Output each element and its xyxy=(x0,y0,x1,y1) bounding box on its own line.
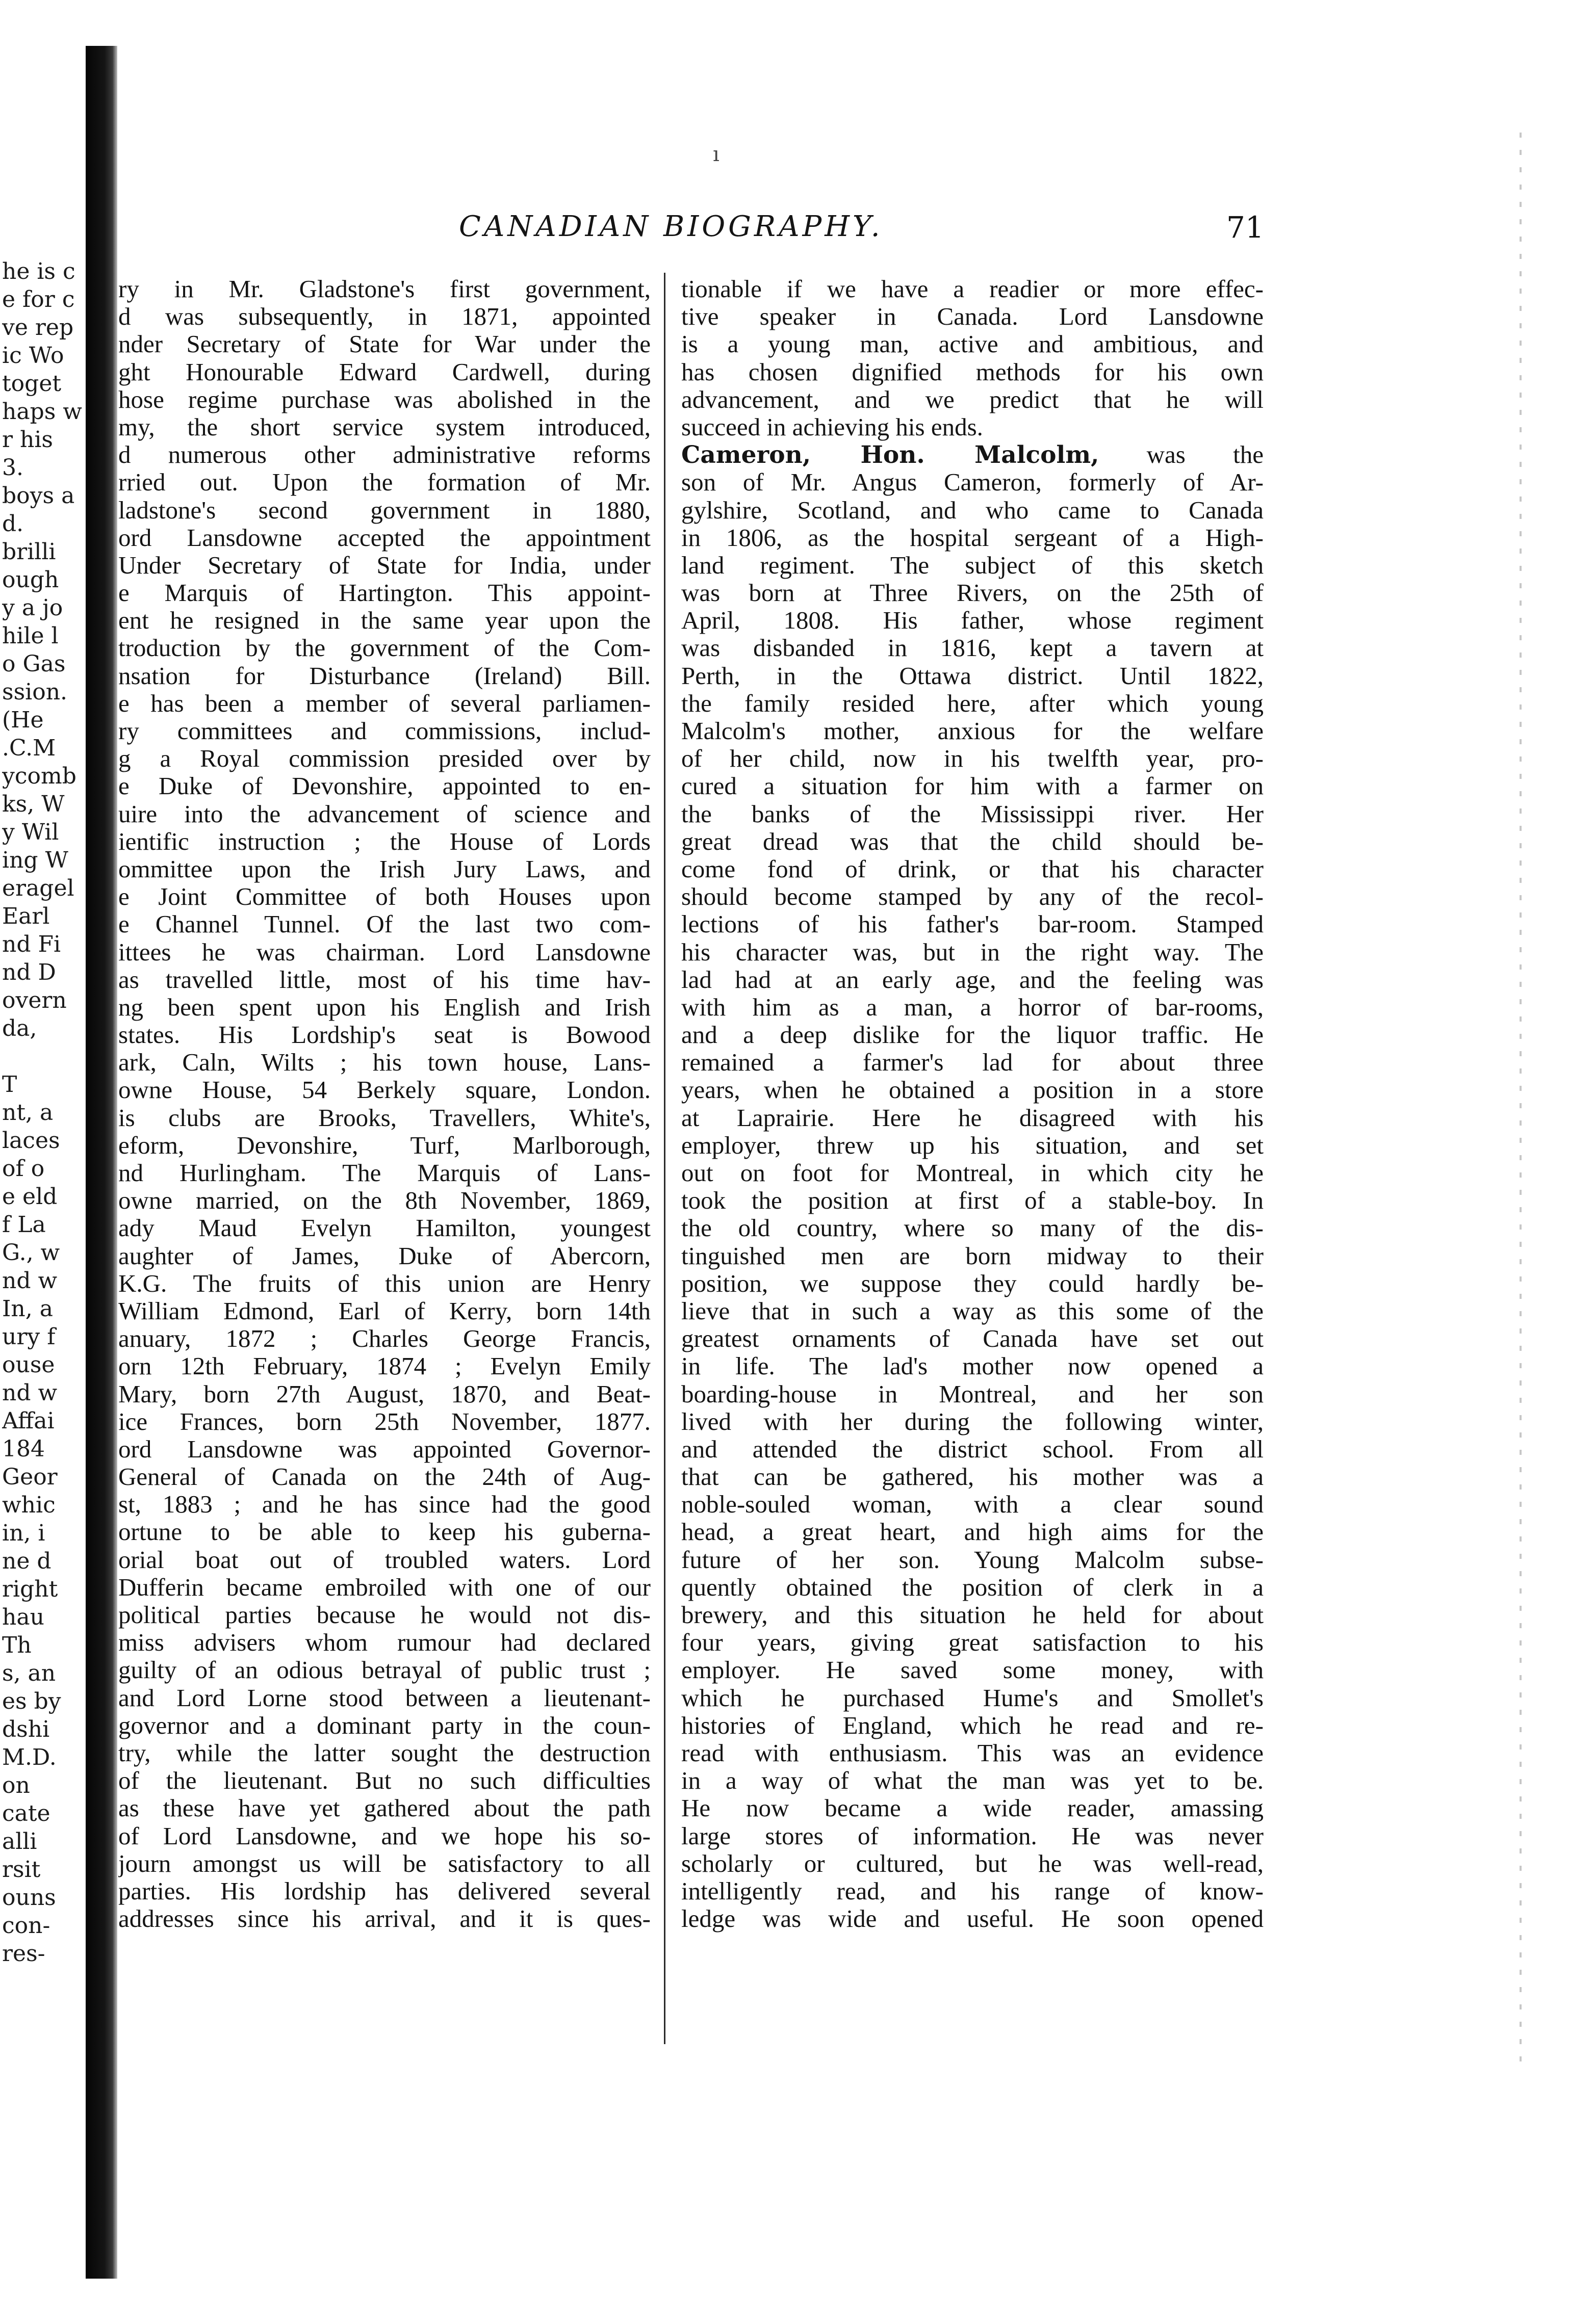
text-line: lieve that in such a way as this some of the xyxy=(681,1297,1264,1325)
text-line: ommittee upon the Irish Jury Laws, and xyxy=(118,855,651,883)
text-line: ledge was wide and useful. He soon opened xyxy=(681,1905,1264,1933)
fragment-line: eragel xyxy=(2,875,74,901)
text-line: tionable if we have a readier or more effec- xyxy=(681,275,1264,303)
text-line: employer, threw up his situation, and set xyxy=(681,1131,1264,1159)
fragment-line: boys a xyxy=(2,483,75,509)
fragment-line: ycomb xyxy=(2,763,76,789)
text-line: in 1806, as the hospital sergeant of a High- xyxy=(681,524,1264,552)
text-line: troduction by the government of the Com- xyxy=(118,634,651,662)
text-line: ladstone's second government in 1880, xyxy=(118,496,651,524)
text-line: orn 12th February, 1874 ; Evelyn Emily xyxy=(118,1352,651,1380)
text-line: took the position at first of a stable-boy. In xyxy=(681,1187,1264,1215)
text-line: ng been spent upon his English and Irish xyxy=(118,993,651,1021)
fragment-line: In, a xyxy=(2,1296,53,1322)
fragment-line: ough xyxy=(2,567,59,593)
fragment-line: e for c xyxy=(2,286,75,312)
fragment-line: Affai xyxy=(2,1408,55,1434)
text-line: guilty of an odious betrayal of public trust ; xyxy=(118,1656,651,1684)
fragment-line: ouns xyxy=(2,1885,56,1911)
text-line: four years, giving great satisfaction to his xyxy=(681,1629,1264,1657)
fragment-line: ic Wo xyxy=(2,343,64,369)
fragment-line: 184 xyxy=(2,1436,45,1462)
text-line: was disbanded in 1816, kept a tavern at xyxy=(681,634,1264,662)
text-line: future of her son. Young Malcolm subse- xyxy=(681,1546,1264,1574)
text-line: ent he resigned in the same year upon the xyxy=(118,607,651,635)
facing-page-fragments xyxy=(2,257,87,1968)
text-line: ittees he was chairman. Lord Lansdowne xyxy=(118,938,651,966)
fragment-line: hau xyxy=(2,1604,44,1630)
fragment-line: ouse xyxy=(2,1352,55,1378)
text-line: greatest ornaments of Canada have set out xyxy=(681,1325,1264,1353)
fragment-line: ury f xyxy=(2,1324,56,1350)
text-line: quently obtained the position of clerk in a xyxy=(681,1573,1264,1601)
entry-heading-continuation: was the xyxy=(1099,441,1264,469)
fragment-line: es by xyxy=(2,1688,61,1714)
fragment-line: f La xyxy=(2,1212,46,1238)
fragment-line: dshi xyxy=(2,1716,50,1742)
text-line: e Marquis of Hartington. This appoint- xyxy=(118,579,651,607)
entry-heading: Cameron, Hon. Malcolm, xyxy=(681,441,1099,469)
text-line: e Joint Committee of both Houses upon xyxy=(118,883,651,911)
text-line: out on foot for Montreal, in which city he xyxy=(681,1159,1264,1187)
fragment-line: cate xyxy=(2,1800,50,1826)
fragment-line: Geor xyxy=(2,1464,58,1490)
text-line: at Laprairie. Here he disagreed with his xyxy=(681,1104,1264,1132)
text-line: land regiment. The subject of this sketch xyxy=(681,551,1264,579)
text-line: as travelled little, most of his time hav- xyxy=(118,965,651,994)
text-line: advancement, and we predict that he will xyxy=(681,385,1264,413)
text-line: eform, Devonshire, Turf, Marlborough, xyxy=(118,1131,651,1159)
fragment-line: 3. xyxy=(2,455,23,481)
page-edge-rule xyxy=(1520,133,1522,2070)
fragment-line: s, an xyxy=(2,1660,56,1686)
text-line: parties. His lordship has delivered several xyxy=(118,1877,651,1905)
fragment-line: ing W xyxy=(2,847,68,873)
fragment-line: G., w xyxy=(2,1240,60,1266)
fragment-line: M.D. xyxy=(2,1744,57,1770)
text-line: nder Secretary of State for War under the xyxy=(118,330,651,358)
text-line: Malcolm's mother, anxious for the welfare xyxy=(681,717,1264,745)
fragment-line: y a jo xyxy=(2,595,63,621)
fragment-line: da, xyxy=(2,1015,37,1041)
column-divider xyxy=(664,273,665,2044)
left-text-column xyxy=(118,275,651,1933)
text-line: cured a situation for him with a farmer on xyxy=(681,772,1264,800)
text-line: lived with her during the following winter, xyxy=(681,1407,1264,1435)
text-line: uire into the advancement of science and xyxy=(118,800,651,828)
text-line: political parties because he would not dis- xyxy=(118,1601,651,1629)
fragment-line: ssion. xyxy=(2,679,68,705)
text-line: great dread was that the child should be- xyxy=(681,827,1264,855)
text-line: years, when he obtained a position in a store xyxy=(681,1076,1264,1104)
text-line: e Channel Tunnel. Of the last two com- xyxy=(118,910,651,938)
text-line: aughter of James, Duke of Abercorn, xyxy=(118,1242,651,1270)
fragment-line: alli xyxy=(2,1829,37,1855)
text-line: is clubs are Brooks, Travellers, White's, xyxy=(118,1104,651,1132)
fragment-line: nd Fi xyxy=(2,931,61,957)
text-line: in a way of what the man was yet to be. xyxy=(681,1767,1264,1795)
text-line: is a young man, active and ambitious, and xyxy=(681,330,1264,358)
text-line: and Lord Lorne stood between a lieutenant- xyxy=(118,1684,651,1712)
fragment-line: Earl xyxy=(2,903,50,929)
text-line: brewery, and this situation he held for about xyxy=(681,1601,1264,1629)
text-line: ady Maud Evelyn Hamilton, youngest xyxy=(118,1214,651,1242)
text-line: boarding-house in Montreal, and her son xyxy=(681,1380,1264,1408)
text-line: the banks of the Mississippi river. Her xyxy=(681,800,1264,828)
text-line: that can be gathered, his mother was a xyxy=(681,1463,1264,1491)
text-line: nd Hurlingham. The Marquis of Lans- xyxy=(118,1159,651,1187)
text-line: owne House, 54 Berkely square, London. xyxy=(118,1076,651,1104)
text-line: the old country, where so many of the dis- xyxy=(681,1214,1264,1242)
text-line: histories of England, which he read and re- xyxy=(681,1711,1264,1739)
text-line: General of Canada on the 24th of Aug- xyxy=(118,1463,651,1491)
fragment-line: (He xyxy=(2,707,44,733)
fragment-line: con- xyxy=(2,1913,50,1939)
page-number: 71 xyxy=(1226,210,1264,245)
text-line: of the lieutenant. But no such difficulties xyxy=(118,1767,651,1795)
fragment-line: right xyxy=(2,1576,58,1602)
fragment-line: nd D xyxy=(2,959,56,985)
text-line: ice Frances, born 25th November, 1877. xyxy=(118,1407,651,1435)
fragment-line: brilli xyxy=(2,539,56,565)
fragment-line: ne d xyxy=(2,1548,52,1574)
text-line: ry in Mr. Gladstone's first government, xyxy=(118,275,651,303)
text-line: April, 1808. His father, whose regiment xyxy=(681,607,1264,635)
text-line: rried out. Upon the formation of Mr. xyxy=(118,468,651,497)
fragment-line: laces xyxy=(2,1128,60,1154)
fragment-line: on xyxy=(2,1772,30,1798)
text-line: position, we suppose they could hardly be- xyxy=(681,1269,1264,1297)
fragment-line: nd w xyxy=(2,1268,58,1294)
text-line: e Duke of Devonshire, appointed to en- xyxy=(118,772,651,800)
text-line: my, the short service system introduced, xyxy=(118,413,651,441)
text-line: remained a farmer's lad for about three xyxy=(681,1049,1264,1077)
fragment-line: ks, W xyxy=(2,791,65,817)
fragment-line: nt, a xyxy=(2,1100,54,1126)
text-line: his character was, but in the right way. The xyxy=(681,938,1264,966)
text-line: was born at Three Rivers, on the 25th of xyxy=(681,579,1264,607)
text-line: d numerous other administrative reforms xyxy=(118,441,651,469)
fragment-line: r his xyxy=(2,427,54,453)
text-line: should become stamped by any of the recol- xyxy=(681,883,1264,911)
running-head: CANADIAN BIOGRAPHY. xyxy=(459,210,883,243)
right-text-column xyxy=(681,275,1264,1933)
text-line: K.G. The fruits of this union are Henry xyxy=(118,1269,651,1297)
text-line: come fond of drink, or that his character xyxy=(681,855,1264,883)
text-line: nsation for Disturbance (Ireland) Bill. xyxy=(118,662,651,690)
text-line: employer. He saved some money, with xyxy=(681,1656,1264,1684)
text-line: Perth, in the Ottawa district. Until 1822, xyxy=(681,662,1264,690)
text-line: Dufferin became embroiled with one of our xyxy=(118,1573,651,1601)
fragment-line: in, i xyxy=(2,1520,45,1546)
text-line: noble-souled woman, with a clear sound xyxy=(681,1491,1264,1519)
text-line: tinguished men are born midway to their xyxy=(681,1242,1264,1270)
text-line: states. His Lordship's seat is Bowood xyxy=(118,1021,651,1049)
text-line: anuary, 1872 ; Charles George Francis, xyxy=(118,1325,651,1353)
text-line: ry committees and commissions, includ- xyxy=(118,717,651,745)
fragment-line: ve rep xyxy=(2,315,74,341)
fragment-line: toget xyxy=(2,371,62,397)
fragment-line: rsit xyxy=(2,1857,41,1883)
text-line: miss advisers whom rumour had declared xyxy=(118,1629,651,1657)
text-line: large stores of information. He was never xyxy=(681,1822,1264,1850)
text-line: tive speaker in Canada. Lord Lansdowne xyxy=(681,303,1264,331)
text-line: try, while the latter sought the destruction xyxy=(118,1739,651,1767)
entry-heading-line xyxy=(681,441,1264,468)
text-line: gylshire, Scotland, and who came to Canada xyxy=(681,496,1264,524)
text-line: g a Royal commission presided over by xyxy=(118,745,651,773)
text-line: son of Mr. Angus Cameron, formerly of Ar- xyxy=(681,468,1264,497)
text-line: of her child, now in his twelfth year, pro- xyxy=(681,745,1264,773)
fragment-line: hile l xyxy=(2,623,59,649)
text-line: hose regime purchase was abolished in the xyxy=(118,385,651,413)
fragment-line: haps w xyxy=(2,399,82,425)
text-line: head, a great heart, and high aims for the xyxy=(681,1518,1264,1546)
fragment-line: o Gas xyxy=(2,651,66,677)
text-line: which he purchased Hume's and Smollet's xyxy=(681,1684,1264,1712)
text-line: as these have yet gathered about the path xyxy=(118,1794,651,1822)
text-line: with him as a man, a horror of bar-rooms, xyxy=(681,993,1264,1021)
text-line: addresses since his arrival, and it is ques- xyxy=(118,1905,651,1933)
text-line: e has been a member of several parliamen- xyxy=(118,689,651,717)
text-line: Under Secretary of State for India, under xyxy=(118,551,651,579)
text-line: ord Lansdowne was appointed Governor- xyxy=(118,1435,651,1463)
text-line: st, 1883 ; and he has since had the good xyxy=(118,1491,651,1519)
text-line: ortune to be able to keep his guberna- xyxy=(118,1518,651,1546)
fragment-line: res- xyxy=(2,1941,45,1967)
text-line: the family resided here, after which young xyxy=(681,689,1264,717)
text-line: journ amongst us will be satisfactory to all xyxy=(118,1849,651,1877)
text-line: governor and a dominant party in the coun- xyxy=(118,1711,651,1739)
fragment-line: he is c xyxy=(2,258,75,284)
text-line: Mary, born 27th August, 1870, and Beat- xyxy=(118,1380,651,1408)
fragment-line: e eld xyxy=(2,1184,58,1210)
fragment-line xyxy=(2,1042,87,1070)
fragment-line: T xyxy=(2,1072,17,1098)
text-line: has chosen dignified methods for his own xyxy=(681,358,1264,386)
top-mark: ı xyxy=(713,143,719,166)
fragment-line: d. xyxy=(2,511,24,537)
text-line: lections of his father's bar-room. Stamped xyxy=(681,910,1264,938)
text-line: and attended the district school. From all xyxy=(681,1435,1264,1463)
scan-binding-shadow xyxy=(86,46,117,2279)
text-line: and a deep dislike for the liquor traffic. He xyxy=(681,1021,1264,1049)
fragment-line: of o xyxy=(2,1156,45,1182)
text-line: succeed in achieving his ends. xyxy=(681,413,983,441)
text-line: ght Honourable Edward Cardwell, during xyxy=(118,358,651,386)
text-line: owne married, on the 8th November, 1869, xyxy=(118,1187,651,1215)
text-line: in life. The lad's mother now opened a xyxy=(681,1352,1264,1380)
text-line: ark, Caln, Wilts ; his town house, Lans- xyxy=(118,1049,651,1077)
text-line: of Lord Lansdowne, and we hope his so- xyxy=(118,1822,651,1850)
text-line: William Edmond, Earl of Kerry, born 14th xyxy=(118,1297,651,1325)
fragment-line: nd w xyxy=(2,1380,58,1406)
text-line: orial boat out of troubled waters. Lord xyxy=(118,1546,651,1574)
fragment-line: Th xyxy=(2,1632,32,1658)
text-line: scholarly or cultured, but he was well-read, xyxy=(681,1849,1264,1877)
text-line: lad had at an early age, and the feeling was xyxy=(681,965,1264,994)
text-line: ientific instruction ; the House of Lords xyxy=(118,827,651,855)
text-line: read with enthusiasm. This was an evidence xyxy=(681,1739,1264,1767)
text-line: He now became a wide reader, amassing xyxy=(681,1794,1264,1822)
fragment-line: y Wil xyxy=(2,819,59,845)
text-line: d was subsequently, in 1871, appointed xyxy=(118,303,651,331)
fragment-line: .C.M xyxy=(2,735,56,761)
fragment-line: whic xyxy=(2,1492,56,1518)
text-line: ord Lansdowne accepted the appointment xyxy=(118,524,651,552)
text-line: intelligently read, and his range of know- xyxy=(681,1877,1264,1905)
fragment-line: overn xyxy=(2,987,67,1013)
